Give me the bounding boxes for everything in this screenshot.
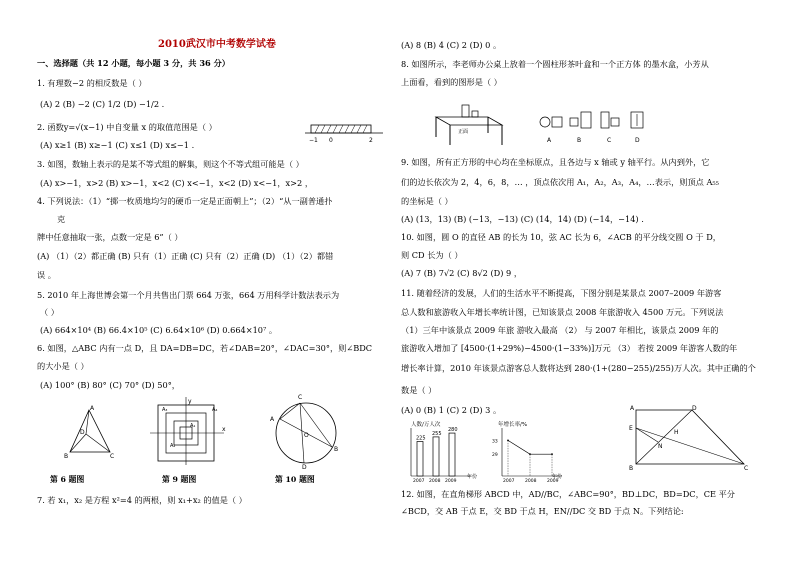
fig10-label-B: B xyxy=(334,446,339,453)
fig12-label-E: E xyxy=(629,425,633,432)
paper-title: 2010武汉市中考数学试卷 xyxy=(158,39,276,50)
bar-category-label-2009: 2009 xyxy=(445,479,457,484)
tick-label-neg1: −1 xyxy=(309,137,318,144)
question-5-options: (A) 664×10⁴ (B) 66.4×10⁵ (C) 6.64×10⁶ (D) 0.664×10⁷ 。 xyxy=(40,325,278,335)
question-8-line-2: 上面看，看到的图形是（ ） xyxy=(401,77,502,87)
bar-2007 xyxy=(417,442,423,477)
bar-value-label-2008: 255 xyxy=(432,430,442,437)
fig10-label-A: A xyxy=(270,416,275,423)
line-y-tick-29: 29 xyxy=(492,453,498,459)
question-9-line-3: 的坐标是（ ） xyxy=(401,196,453,206)
fig6-label-A: A xyxy=(90,405,95,412)
question-5-line-1: 5. 2010 年上海世博会第一个月共售出门票 664 万张，664 万用科学计数法表示为 xyxy=(37,290,340,300)
question-4-line-3: 牌中任意抽取一张，点数一定是 6”（ ） xyxy=(37,232,183,242)
fig10-label-O: O xyxy=(304,432,309,439)
line-x-label-2008: 2008 xyxy=(525,479,537,484)
question-10-options: (A) 7 (B) 7√2 (C) 8√2 (D) 9 ， xyxy=(401,268,523,278)
fig10-label-D: D xyxy=(302,464,307,471)
question-12-line-1: 12. 如图，在直角梯形 ABCD 中，AD//BC，∠ABC=90°，BD⊥DC，BD=DC，CE 平分 xyxy=(401,489,735,499)
ink-box-cube xyxy=(472,111,478,117)
question-4-line-2: 克 xyxy=(57,214,66,224)
question-2-options: (A) x≥1 (B) x≥−1 (C) x≤1 (D) x≤−1 . xyxy=(40,140,195,150)
fig6-label-C: C xyxy=(110,453,115,460)
growth-rate-line-chart xyxy=(490,418,570,484)
fig8-option-D: D xyxy=(635,137,640,144)
fig9-label-y: y xyxy=(188,398,192,405)
question-11-line-3: （1）三年中该景点 2009 年旅 游收入最高 （2） 与 2007 年相比，该景点 2009 年的 xyxy=(401,325,719,335)
line-x-label-2009: 2009 xyxy=(547,479,559,484)
fig12-label-D: D xyxy=(692,405,697,412)
tick-label-2: 2 xyxy=(369,137,373,144)
number-line-figure xyxy=(305,118,385,144)
question-4-line-5: 误 。 xyxy=(37,270,56,280)
bar-chart-ylabel: 人数/万人次 xyxy=(411,422,441,428)
question-7-options: (A) 8 (B) 4 (C) 2 (D) 0 。 xyxy=(401,40,502,50)
bar-category-label-2007: 2007 xyxy=(413,479,425,484)
bar-2009 xyxy=(449,433,455,476)
question-3-options: (A) x>−1，x>2 (B) x>−1，x<2 (C) x<−1，x<2 (D) x<−1，x>2 ， xyxy=(40,178,314,188)
line-chart-ylabel: 年增长率/% xyxy=(498,422,528,428)
figure-10-caption: 第 10 题图 xyxy=(275,475,315,484)
bar-chart-xlabel: 年份 xyxy=(467,474,478,480)
question-1-options: (A) 2 (B) −2 (C) 1/2 (D) −1/2 . xyxy=(40,99,165,109)
question-10-line-1: 10. 如图，圆 O 的直径 AB 的长为 10，弦 AC 长为 6，∠ACB 的平分线交圆 O 于 D， xyxy=(401,232,721,242)
fig12-label-H: H xyxy=(674,429,679,436)
question-11-line-1: 11. 随着经济的发展，人们的生活水平不断提高，下图分别是某景点 2007–2009 年游客 xyxy=(401,288,722,298)
question-6-options: (A) 100° (B) 80° (C) 70° (D) 50°， xyxy=(40,380,180,390)
question-8-line-1: 8. 如图所示，李老师办公桌上放着一个圆柱形茶叶盒和一个正方体 的墨水盒，小芳从 xyxy=(401,59,709,69)
fig12-label-C: C xyxy=(744,465,749,472)
question-6-line-1: 6. 如图，△ABC 内有一点 D，且 DA=DB=DC，若∠DAB=20°，∠DAC=30°，则∠BDC xyxy=(37,343,373,353)
question-2: 2. 函数y=√(x−1) 中自变量 x 的取值范围是（ ） xyxy=(37,122,217,132)
question-11-options: (A) 0 (B) 1 (C) 2 (D) 3 。 xyxy=(401,405,502,415)
question-3: 3. 如图，数轴上表示的是某不等式组的解集，则这个不等式组可能是（ ） xyxy=(37,159,304,169)
line-chart-xlabel: 年份 xyxy=(552,474,563,480)
fig6-label-D: D xyxy=(80,429,85,436)
question-6-line-2: 的大小是（ ） xyxy=(37,361,89,371)
question-9-options: (A) (13，13) (B) (−13，−13) (C) (14，14) (D) (−14，−14) . xyxy=(401,214,644,224)
question-11-line-5: 增长率计算，2010 年该景点游客总人数将达到 280·(1+(280−255)/255)万人次。其中正确的个 xyxy=(401,363,756,373)
question-9-line-2: 们的边长依次为 2，4，6，8，… ，顶点依次用 A₁，A₂，A₃，A₄，…表示，则顶点 A₅₅ xyxy=(401,177,719,187)
tick-label-0: 0 xyxy=(329,137,333,144)
section-heading: 一、选择题（共 12 小题，每小题 3 分，共 36 分） xyxy=(37,58,230,68)
tea-box-cylinder xyxy=(462,105,469,117)
bar-value-label-2009: 280 xyxy=(448,427,458,434)
question-9-line-1: 9. 如图，所有正方形的中心均在坐标原点，且各边与 x 轴或 y 轴平行。从内到外，它 xyxy=(401,157,710,167)
fig8-option-B: B xyxy=(577,137,582,144)
question-1: 1. 有理数−2 的相反数是（ ） xyxy=(37,78,147,88)
fig10-label-C: C xyxy=(298,394,303,401)
fig12-label-B: B xyxy=(629,465,634,472)
fig9-label-A2: A₂ xyxy=(170,443,176,449)
figure-9-caption: 第 9 题图 xyxy=(162,475,197,484)
fig12-label-A: A xyxy=(630,405,635,412)
question-11-line-2: 总人数和旅游收入年增长率统计图，已知该景点 2008 年旅游收入 4500 万元。下列说法 xyxy=(401,307,724,317)
front-label: 正面 xyxy=(458,129,469,135)
fig6-label-B: B xyxy=(64,453,69,460)
line-y-tick-33: 33 xyxy=(492,439,498,445)
growth-rate-line xyxy=(508,440,552,454)
bar-2008 xyxy=(433,437,439,476)
figure-8-options xyxy=(537,108,647,146)
figure-12-trapezoid xyxy=(628,404,754,476)
question-12-line-2: ∠BCD，交 AB 于点 E，交 BD 于点 H，EN//DC 交 BD 于点 N。下列结论: xyxy=(401,506,684,516)
fig8-option-C: C xyxy=(607,137,612,144)
figure-10-circle xyxy=(270,393,342,469)
fig9-label-A4: A₄ xyxy=(212,407,218,413)
line-x-label-2007: 2007 xyxy=(503,479,515,484)
bar-value-label-2007: 225 xyxy=(416,435,426,442)
question-7: 7. 若 x₁，x₂ 是方程 x²=4 的两根，则 x₁+x₂ 的值是（ ） xyxy=(37,495,247,505)
fig9-label-A1: A₁ xyxy=(190,423,196,429)
fig8-option-A: A xyxy=(547,137,552,144)
question-5-line-2: （ ） xyxy=(40,307,59,317)
figure-9-squares xyxy=(150,397,226,467)
bar-category-label-2008: 2008 xyxy=(429,479,441,484)
fig9-label-x: x xyxy=(222,426,226,433)
figure-6-caption: 第 6 题图 xyxy=(50,475,85,484)
question-11-line-6: 数是（ ） xyxy=(401,385,437,395)
fig9-label-A3: A₃ xyxy=(162,407,168,413)
figure-6-triangle xyxy=(66,402,116,460)
question-4-options: (A) （1）（2）都正确 (B) 只有（1）正确 (C) 只有（2）正确 (D) （1）（2）都错 xyxy=(37,251,334,261)
figure-8-desk xyxy=(428,103,510,147)
question-11-line-4: 旅游收入增加了 [4500·(1+29%)−4500·(1−33%)]万元 （3） 若按 2009 年游客人数的年 xyxy=(401,343,738,353)
fig12-label-N: N xyxy=(658,443,663,450)
question-4-line-1: 4. 下列说法：（1）“掷一枚质地均匀的硬币一定是正面朝上”；（2）“从一副普通扑 xyxy=(37,196,333,206)
question-10-line-2: 则 CD 长为（ ） xyxy=(401,250,463,260)
tourists-bar-chart xyxy=(405,418,483,484)
